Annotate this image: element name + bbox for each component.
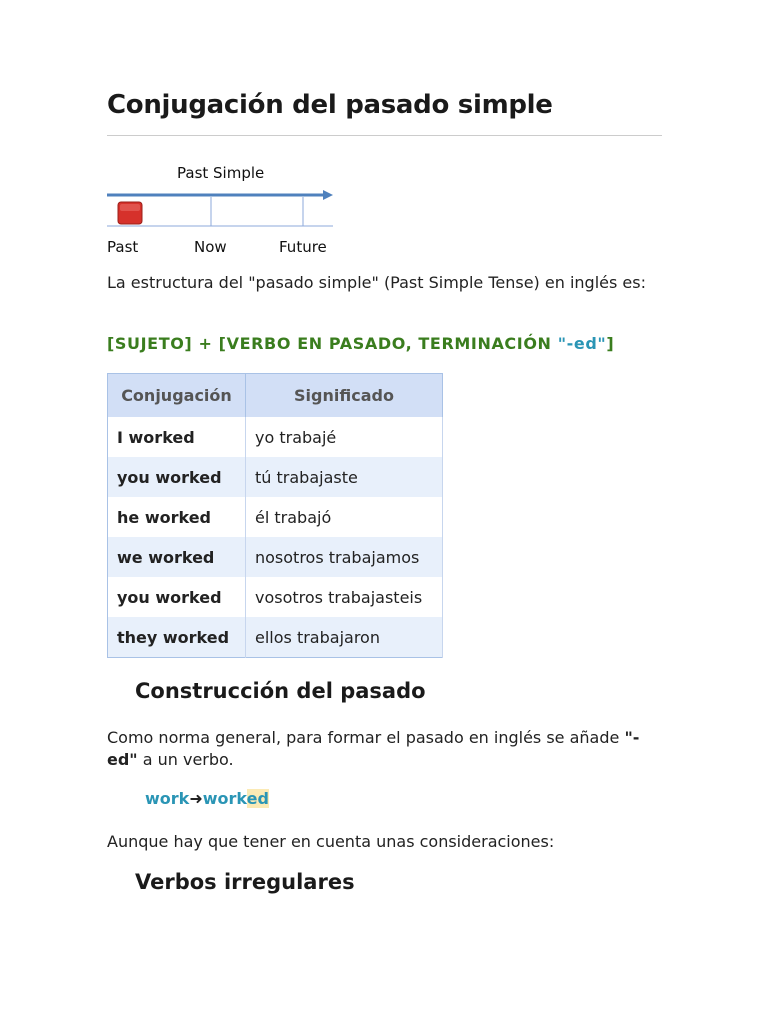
table-row [108, 577, 443, 617]
timeline-label-future: Future [279, 238, 327, 256]
conjugation-cell: you worked [108, 457, 246, 497]
example-base-verb: work [145, 789, 190, 808]
example-past-suffix: ed [246, 789, 269, 808]
construction-paragraph [107, 727, 667, 771]
title-divider [107, 135, 662, 136]
meaning-cell: yo trabajé [246, 417, 443, 457]
timeline-label-past: Past [107, 238, 139, 256]
timeline-heading: Past Simple [177, 164, 265, 182]
section-heading-construccion: Construcción del pasado [135, 679, 426, 703]
meaning-cell: nosotros trabajamos [246, 537, 443, 577]
construction-text-after: a un verbo. [137, 750, 234, 769]
meaning-cell: él trabajó [246, 497, 443, 537]
intro-paragraph: La estructura del "pasado simple" (Past Simple Tense) en inglés es: [107, 273, 646, 292]
formula-text: [SUJETO] + [VERBO EN PASADO, TERMINACIÓN [107, 334, 558, 353]
page-title: Conjugación del pasado simple [107, 90, 553, 120]
meaning-cell: ellos trabajaron [246, 617, 443, 658]
considerations-paragraph: Aunque hay que tener en cuenta unas consideraciones: [107, 832, 555, 851]
conjugation-cell: he worked [108, 497, 246, 537]
construction-bold-suffix: "-ed" [107, 728, 640, 769]
conjugation-table [107, 373, 443, 658]
formula-close: ] [606, 334, 615, 353]
example-past-stem: work [202, 789, 247, 808]
table-row [108, 457, 443, 497]
meaning-cell: vosotros trabajasteis [246, 577, 443, 617]
structure-formula [107, 334, 614, 353]
conjugation-cell: I worked [108, 417, 246, 457]
table-row [108, 417, 443, 457]
column-header-conjugacion: Conjugación [108, 374, 246, 418]
timeline-arrowhead [323, 190, 333, 200]
example-work-worked [145, 789, 269, 808]
table-row [108, 617, 443, 658]
conjugation-cell: we worked [108, 537, 246, 577]
timeline-diagram [105, 160, 345, 260]
arrow-right-icon: ➜ [189, 789, 203, 808]
formula-ending: "-ed" [557, 334, 607, 353]
table-row [108, 537, 443, 577]
column-header-significado: Significado [246, 374, 443, 418]
meaning-cell: tú trabajaste [246, 457, 443, 497]
conjugation-cell: they worked [108, 617, 246, 658]
table-row [108, 497, 443, 537]
construction-text-before: Como norma general, para formar el pasado en inglés se añade [107, 728, 625, 747]
timeline-label-now: Now [194, 238, 227, 256]
conjugation-cell: you worked [108, 577, 246, 617]
section-heading-irregulares: Verbos irregulares [135, 870, 355, 894]
table-header-row [108, 374, 443, 418]
